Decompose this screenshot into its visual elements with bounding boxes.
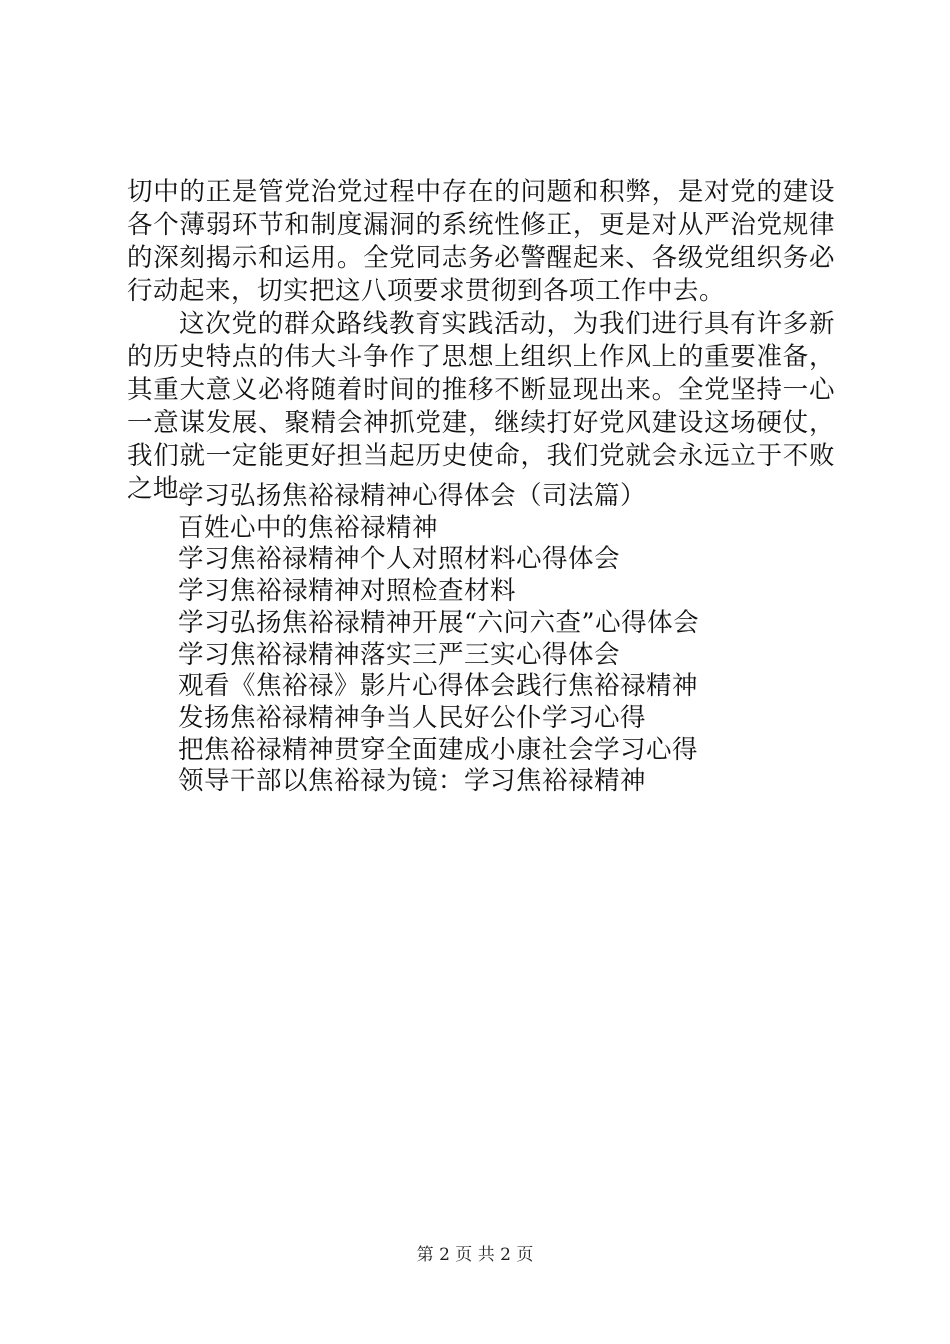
document-body (127, 176, 835, 506)
paragraph: 这次党的群众路线教育实践活动，为我们进行具有许多新的历史特点的伟大斗争作了思想上组织上作风上的重要准备，其重大意义必将随着时间的推移不断显现出来。全党坚持一心一意谋发展、聚精会神抓党建，继续打好党风建设这场硬仗，我们就一定能更好担当起历史使命，我们党就会永远立于不败之地。 (127, 309, 835, 504)
related-link[interactable]: 学习弘扬焦裕禄精神开展“六问六查”心得体会 (178, 607, 700, 638)
related-link[interactable]: 学习焦裕禄精神个人对照材料心得体会 (178, 544, 621, 575)
related-link[interactable]: 学习弘扬焦裕禄精神心得体会（司法篇） (178, 481, 647, 511)
related-link[interactable]: 百姓心中的焦裕禄精神 (178, 512, 439, 543)
page-footer: 第 2 页 共 2 页 (416, 1245, 534, 1265)
related-link[interactable]: 把焦裕禄精神贯穿全面建成小康社会学习心得 (178, 734, 699, 765)
related-link[interactable]: 学习焦裕禄精神对照检查材料 (178, 576, 517, 607)
related-link[interactable]: 发扬焦裕禄精神争当人民好公仆学习心得 (178, 702, 647, 733)
related-link[interactable]: 学习焦裕禄精神落实三严三实心得体会 (178, 639, 621, 670)
related-links-list (178, 481, 818, 798)
related-link[interactable]: 观看《焦裕禄》影片心得体会践行焦裕禄精神 (178, 671, 699, 702)
paragraph: 切中的正是管党治党过程中存在的问题和积弊，是对党的建设各个薄弱环节和制度漏洞的系统性修正，更是对从严治党规律的深刻揭示和运用。全党同志务必警醒起来、各级党组织务必行动起来，切实把这八项要求贯彻到各项工作中去。 (127, 177, 835, 306)
related-link[interactable]: 领导干部以焦裕禄为镜：学习焦裕禄精神 (178, 766, 647, 797)
